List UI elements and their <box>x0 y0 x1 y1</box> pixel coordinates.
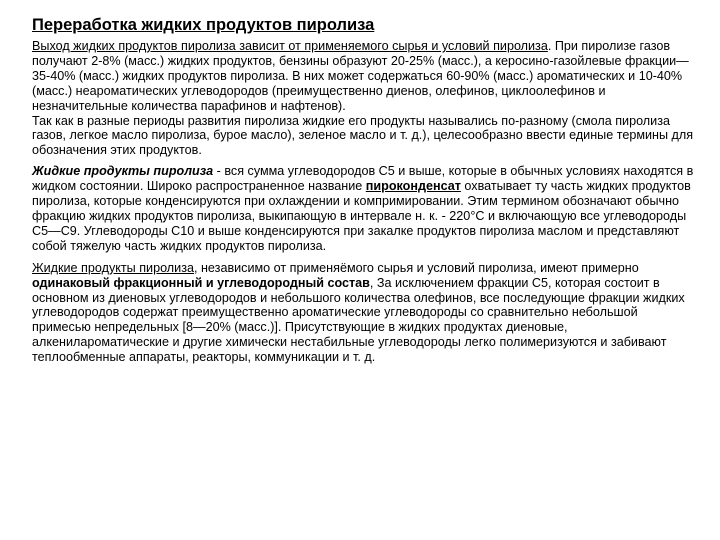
paragraph-yield <box>32 39 694 114</box>
yield-details: . При пиролизе газов получают 2-8% (масс.) жидких продуктов, бензины образуют 20-25% (масс.), а керосино-газойлевые фракции— 35-40% (масс.) жидких продуктов пиролиза. В них может содержаться 60-90% (масс.) ароматических и 10-40% (масс.) неароматических углеводородов (преимущественно диенов, олефинов, циклоолефинов и незначительные количества парафинов и нафтенов). <box>32 39 689 113</box>
composition-text-2: , За исключением фракции С5, которая состоит в основном из диеновых углеводородов и небольшого количества олефинов, все последующие фракции жидких углеводородов содержат преимущественно ароматические углеводороды со сравнительно небольшой примесью непредельных [8—20% (масс.)]. Присутствующие в жидких продуктах диеновые, алкенилароматические и другие химически нестабильные углеводороды легко полимеризуются и забивают теплообменные аппараты, реакторы, коммуникации и т. д. <box>32 275 685 365</box>
yield-intro-underlined: Выход жидких продуктов пиролиза зависит от применяемого сырья и условий пиролиза <box>32 39 548 53</box>
term-liquid-products: Жидкие продукты пиролиза <box>32 164 214 179</box>
paragraph-definition <box>32 164 694 253</box>
paragraph-composition <box>32 261 694 365</box>
page-title: Переработка жидких продуктов пиролиза <box>32 16 375 34</box>
term-liquid-products-underlined: Жидкие продукты пиролиза <box>32 260 194 275</box>
composition-text-1: , независимо от применяёмого сырья и условий пиролиза, имеют примерно <box>193 260 639 275</box>
document-page <box>32 14 694 365</box>
definition-text-1: - вся сумма углеводородов С5 и выше, которые в обычных условиях находятся в жидком состоянии. Широко распространенное название <box>32 164 694 194</box>
composition-bold-phrase: одинаковый фракционный и углеводородный состав <box>32 275 370 290</box>
paragraph-terminology: Так как в разные периоды развития пиролиза жидкие его продукты назывались по-разному (смола пиролиза газов, легкое масло пиролиза, бурое масло), зеленое масло и т. д.), целесообразно ввести единые термины для обозначения этих продуктов. <box>32 113 694 158</box>
term-pyrocondensate: пироконденсат <box>365 179 461 194</box>
definition-text-2: охватывает ту часть жидких продуктов пиролиза, которые конденсируются при охлаждении и компримировании. Этим термином обозначают обычно фракцию жидких продуктов пиролиза, выкипающую в интервале н. к. - 220°С и включающую все углеводороды С5—С9. Углеводороды С10 и выше конденсируются при закалке продуктов пиролиза маслом и представляют собой тяжелую часть жидких продуктов пиролиза. <box>32 179 691 253</box>
